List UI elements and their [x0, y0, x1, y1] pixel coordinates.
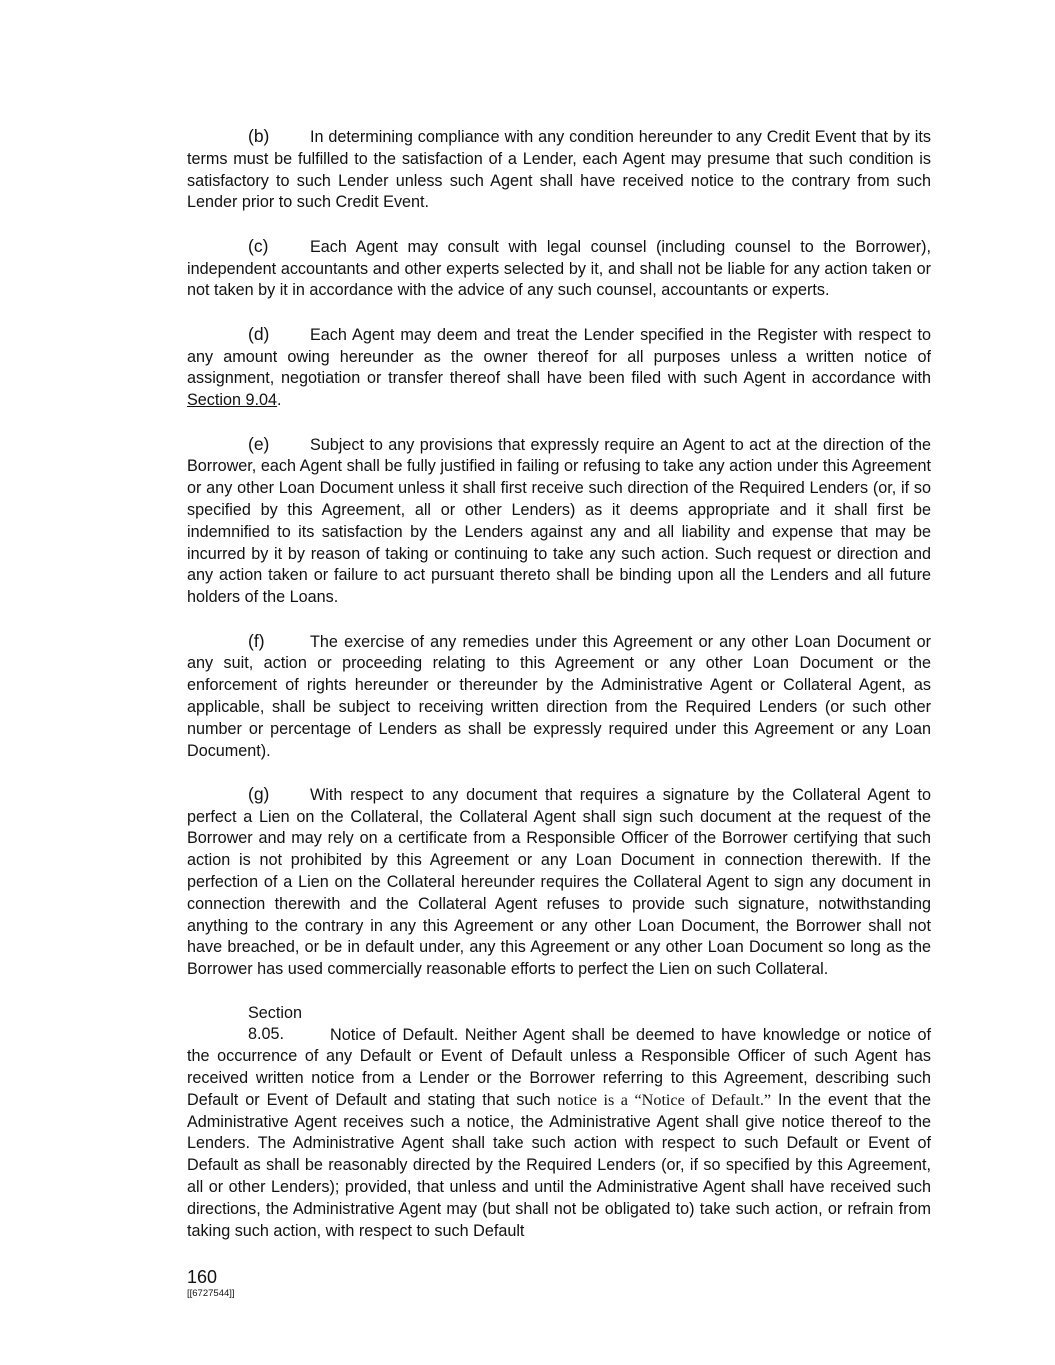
- paragraph-c: [187, 236, 931, 302]
- paragraph-text: The exercise of any remedies under this Agreement or any other Loan Document or any suit, action or proceeding relating to this Agreement or any other Loan Document or the enforcement of rights hereunder or thereunder by the Administrative Agent or Collateral Agent, as applicable, shall be subject to receiving written direction from the Required Lenders (or such other number or percentage of Lenders as shall be expressly required under this Agreement or any Loan Document).: [187, 632, 931, 760]
- paragraph-text-end: .: [277, 391, 282, 410]
- section-reference-link[interactable]: Section 9.04: [187, 391, 277, 410]
- paragraph-d: [187, 324, 931, 412]
- paragraph-marker: (c): [248, 235, 269, 256]
- page-number: 160: [187, 1267, 218, 1287]
- paragraph-text: In determining compliance with any condition hereunder to any Credit Event that by its terms must be fulfilled to the satisfaction of a Lender, each Agent may presume that such condition is satisfactory to such Lender unless such Agent shall have received notice to the contrary from such Lender prior to such Credit Event.: [187, 128, 931, 212]
- paragraph-text: Subject to any provisions that expressly require an Agent to act at the direction of the Borrower, each Agent shall be fully justified in failing or refusing to take any action under this Agreement or any other Loan Document unless it shall first receive such direction of the Required Lenders (or, if so specified by this Agreement, all or other Lenders) as it deems appropriate and it shall first be indemnified to its satisfaction by the Lenders against any and all liability and expense that may be incurred by it by reason of taking or continuing to take any such action. Such request or direction and any action taken or failure to act pursuant thereto shall be binding upon all the Lenders and all future holders of the Loans.: [187, 435, 931, 607]
- document-body: [187, 126, 931, 1264]
- paragraph-text: Each Agent may consult with legal counsel (including counsel to the Borrower), independent accountants and other experts selected by it, and shall not be liable for any action taken or not taken by it in accordance with the advice of any such counsel, accountants or experts.: [187, 237, 931, 300]
- paragraph-f: [187, 631, 931, 763]
- document-id: [[6727544]]: [187, 1288, 235, 1299]
- paragraph-marker: (b): [248, 126, 270, 146]
- paragraph-e: [187, 434, 931, 609]
- paragraph-marker: (d): [248, 323, 270, 344]
- paragraph-text: With respect to any document that requires a signature by the Collateral Agent to perfect a Lien on the Collateral, the Collateral Agent shall sign such document at the request of the Borrower and may rely on a certificate from a Responsible Officer of the Borrower certifying that such action is not prohibited by this Agreement or any Loan Document in connection therewith. If the perfection of a Lien on the Collateral hereunder requires the Collateral Agent to sign any document in connection therewith and the Collateral Agent refuses to provide such signature, notwithstanding anything to the contrary in any this Agreement or any other Loan Document, the Borrower shall not have breached, or be in default under, any this Agreement or any other Loan Document so long as the Borrower has used commercially reasonable efforts to perfect the Lien on such Collateral.: [187, 785, 931, 979]
- section-text-serif: notice is a “Notice of Default.”: [557, 1090, 772, 1109]
- section-title: Notice of Default.: [330, 1025, 459, 1044]
- section-number: Section 8.05.: [248, 1003, 302, 1044]
- paragraph-g: [187, 784, 931, 981]
- section-text-continued: In the event that the Administrative Agent receives such a notice, the Administrative Agent shall give notice thereof to the Lenders. The Administrative Agent shall take such action with respect to such Default or Event of Default as shall be reasonably directed by the Required Lenders (or, if so specified by this Agreement, all or other Lenders); provided, that unless and until the Administrative Agent shall have received such directions, the Administrative Agent may (but shall not be obligated to) take such action, or refrain from taking such action, with respect to such Default: [187, 1090, 931, 1240]
- paragraph-marker: (e): [248, 433, 270, 454]
- page-footer: [187, 1266, 235, 1300]
- paragraph-marker: (f): [248, 630, 265, 651]
- section-8-05: [187, 1003, 931, 1243]
- paragraph-marker: (g): [248, 783, 270, 804]
- paragraph-b: [187, 126, 931, 214]
- section-text: Neither Agent shall be deemed to have knowledge or notice of the occurrence of any Default or Event of Default unless a Responsible Officer of such Agent has received written notice from a Lender or the Borrower referring to this Agreement, describing such Default or Event of Default and stating that such: [187, 1025, 931, 1109]
- paragraph-text: Each Agent may deem and treat the Lender specified in the Register with respect to any amount owing hereunder as the owner thereof for all purposes unless a written notice of assignment, negotiation or transfer thereof shall have been filed with such Agent in accordance with: [187, 325, 931, 388]
